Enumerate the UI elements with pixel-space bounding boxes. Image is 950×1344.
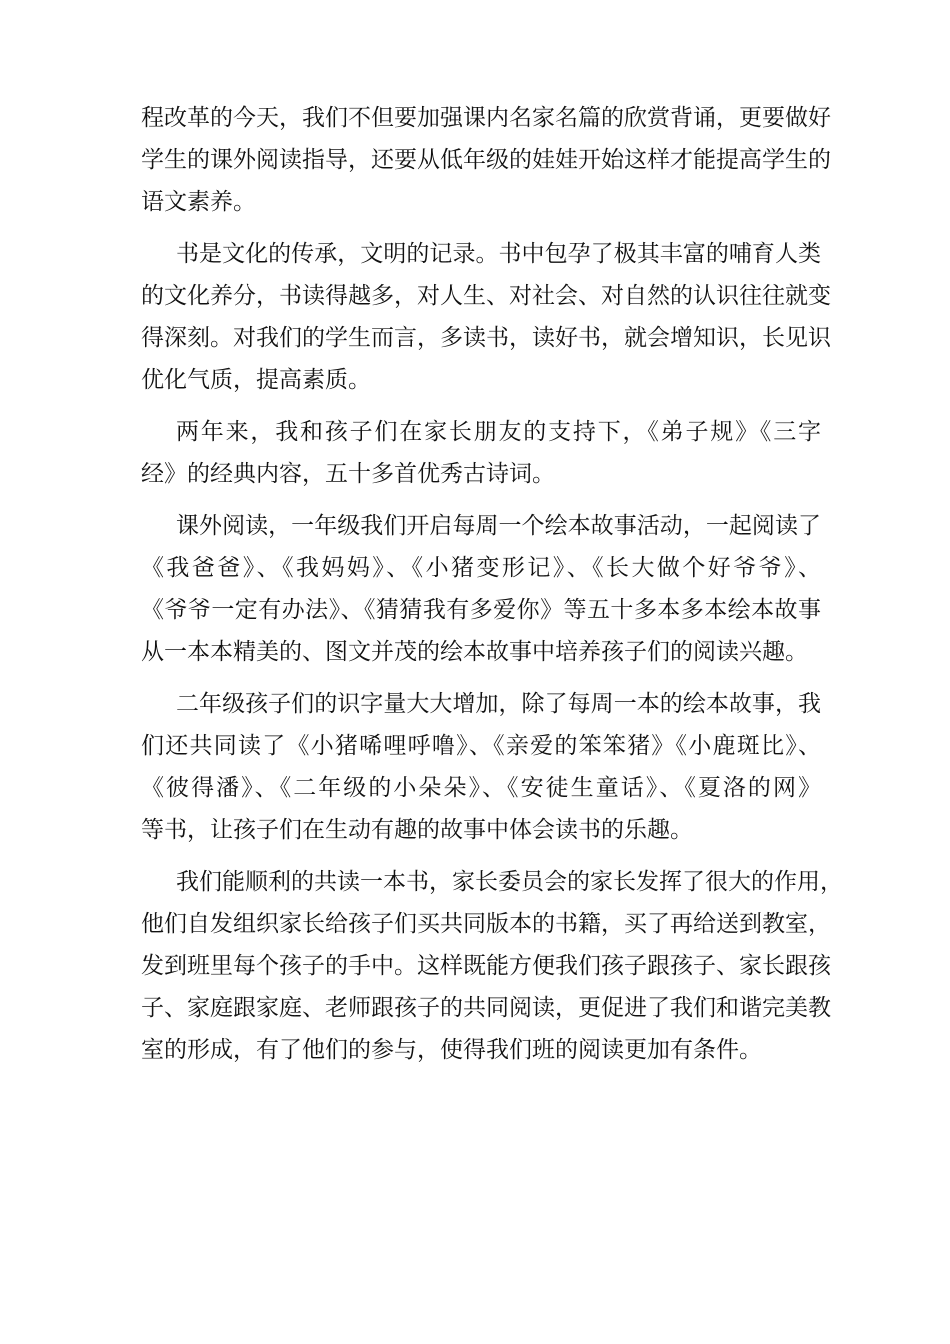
text-line: 们还共同读了《小猪唏哩呼噜》、《亲爱的笨笨猪》《小鹿斑比》、 (141, 733, 821, 759)
text-line: 二年级孩子们的识字量大大增加，除了每周一本的绘本故事，我 (176, 691, 821, 717)
text-line: 从一本本精美的、图文并茂的绘本故事中培养孩子们的阅读兴趣。 (141, 639, 808, 665)
text-line: 室的形成，有了他们的参与，使得我们班的阅读更加有条件。 (141, 1037, 762, 1063)
document-body (141, 97, 843, 1071)
paragraph-5 (141, 683, 821, 851)
paragraph-4 (141, 505, 821, 673)
text-line: 程改革的今天，我们不但要加强课内名家名篇的欣赏背诵，更要做好 (141, 105, 831, 131)
text-line: 我们能顺利的共读一本书，家长委员会的家长发挥了很大的作用， (176, 869, 843, 895)
text-line: 优化气质，提高素质。 (141, 367, 371, 393)
text-line: 他们自发组织家长给孩子们买共同版本的书籍，买了再给送到教室， (141, 911, 831, 937)
text-line: 《爷爷一定有办法》、《猜猜我有多爱你》等五十多本多本绘本故事 (141, 597, 821, 623)
text-line: 发到班里每个孩子的手中。这样既能方便我们孩子跟孩子、家长跟孩 (141, 953, 831, 979)
text-line: 书是文化的传承，文明的记录。书中包孕了极其丰富的哺育人类 (176, 241, 821, 267)
text-line: 子、家庭跟家庭、老师跟孩子的共同阅读，更促进了我们和谐完美教 (141, 995, 831, 1021)
text-line: 《彼得潘》、《二年级的小朵朵》、《安徒生童话》、《夏洛的网》 (141, 775, 821, 801)
text-line: 的文化养分，书读得越多，对人生、对社会、对自然的认识往往就变 (141, 283, 831, 309)
text-line: 得深刻。对我们的学生而言，多读书，读好书，就会增知识，长见识 (141, 325, 831, 351)
paragraph-6 (141, 861, 843, 1071)
paragraph-3 (141, 411, 821, 495)
text-line: 等书，让孩子们在生动有趣的故事中体会读书的乐趣。 (141, 817, 693, 843)
paragraph-2 (141, 233, 831, 401)
text-line: 两年来，我和孩子们在家长朋友的支持下，《弟子规》《三字 (176, 419, 821, 445)
paragraph-1 (141, 97, 831, 223)
text-line: 《我爸爸》、《我妈妈》、《小猪变形记》、《长大做个好爷爷》、 (141, 555, 821, 581)
text-line: 经》的经典内容，五十多首优秀古诗词。 (141, 461, 555, 487)
text-line: 课外阅读，一年级我们开启每周一个绘本故事活动，一起阅读了 (176, 513, 821, 539)
text-line: 学生的课外阅读指导，还要从低年级的娃娃开始这样才能提高学生的 (141, 147, 831, 173)
text-line: 语文素养。 (141, 189, 256, 215)
